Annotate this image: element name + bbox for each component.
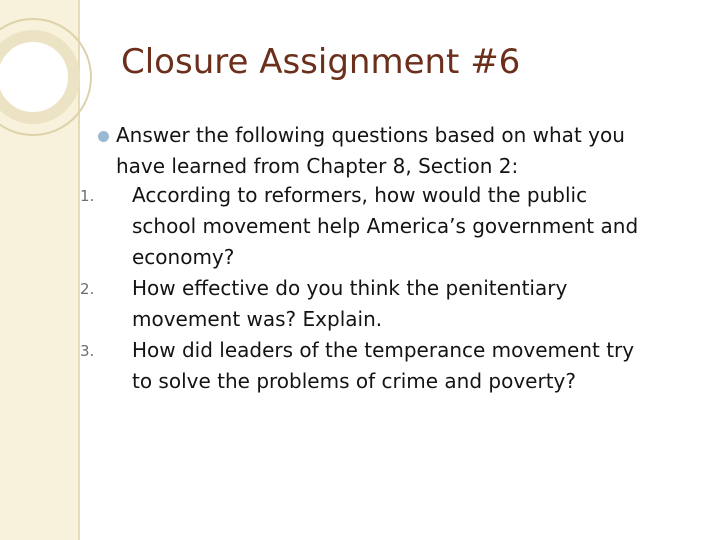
question-line: to solve the problems of crime and poverty? bbox=[132, 369, 576, 393]
bullet-line-2: have learned from Chapter 8, Section 2: bbox=[116, 154, 519, 178]
question-line: How effective do you think the penitentiary bbox=[132, 276, 568, 300]
question-line: How did leaders of the temperance movement try bbox=[132, 338, 635, 362]
slide-content bbox=[0, 120, 720, 397]
question-number: 2. bbox=[80, 280, 95, 298]
question-item-1 bbox=[0, 180, 720, 273]
slide-title: Closure Assignment #6 bbox=[121, 42, 521, 82]
bullet-item bbox=[0, 120, 720, 180]
question-item-2 bbox=[0, 273, 720, 335]
question-line: economy? bbox=[132, 245, 235, 269]
bullet-line-1: Answer the following questions based on what you bbox=[116, 123, 625, 147]
question-number: 3. bbox=[80, 342, 95, 360]
bullet-dot-icon bbox=[98, 131, 109, 142]
question-number: 1. bbox=[80, 187, 95, 205]
question-line: According to reformers, how would the public bbox=[132, 183, 588, 207]
question-item-3 bbox=[0, 335, 720, 397]
question-line: movement was? Explain. bbox=[132, 307, 383, 331]
question-line: school movement help America’s government and bbox=[132, 214, 639, 238]
